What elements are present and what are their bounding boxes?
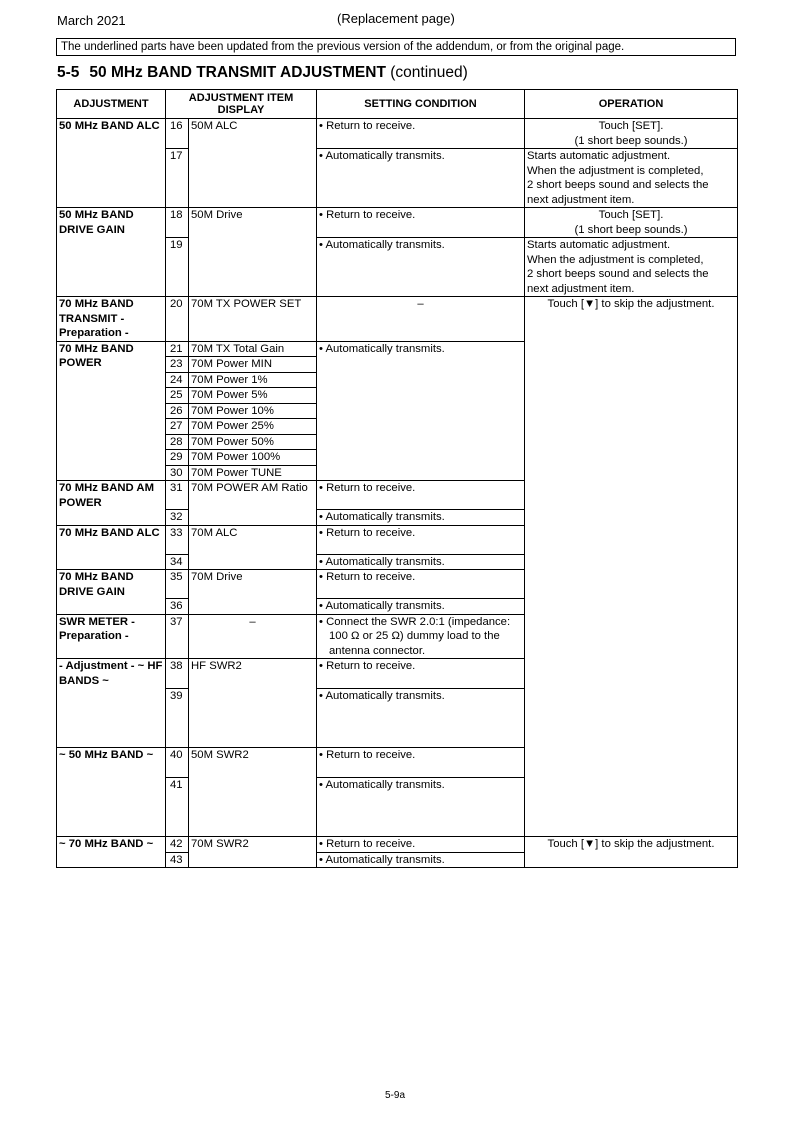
item-display: 70M Power 100%	[189, 450, 317, 466]
col-setting: SETTING CONDITION	[317, 90, 525, 119]
item-number: 41	[166, 778, 189, 837]
item-number: 36	[166, 599, 189, 615]
setting-cell: • Return to receive.	[317, 119, 525, 149]
group-label: 70 MHz BAND DRIVE GAIN	[57, 570, 166, 615]
item-display: HF SWR2	[189, 659, 317, 748]
op-line: 2 short beeps sound and selects the	[527, 268, 709, 280]
col-item-display: ADJUSTMENT ITEM DISPLAY	[166, 90, 317, 119]
group-label: - Adjustment - ~ HF BANDS ~	[57, 659, 166, 748]
section-title	[57, 64, 468, 82]
item-number: 26	[166, 403, 189, 419]
item-number: 40	[166, 748, 189, 778]
item-number: 31	[166, 481, 189, 510]
setting-cell: • Automatically transmits.	[317, 554, 525, 570]
group-label: 70 MHz BAND POWER	[57, 341, 166, 481]
item-display: 70M POWER AM Ratio	[189, 481, 317, 526]
item-display: –	[189, 614, 317, 659]
item-number: 17	[166, 149, 189, 208]
operation-cell	[525, 119, 738, 149]
op-line: 2 short beeps sound and selects the	[527, 179, 709, 191]
setting-cell: • Return to receive.	[317, 481, 525, 510]
item-number: 16	[166, 119, 189, 149]
operation-cell: Touch [▼] to skip the adjustment.	[525, 837, 738, 868]
item-display: 70M Power 10%	[189, 403, 317, 419]
item-number: 29	[166, 450, 189, 466]
operation-cell: Touch [▼] to skip the adjustment.	[525, 297, 738, 837]
group-label: ~ 50 MHz BAND ~	[57, 748, 166, 837]
table-row	[57, 119, 738, 149]
item-display: 70M Power 5%	[189, 388, 317, 404]
setting-cell: • Return to receive.	[317, 570, 525, 599]
group-label: 50 MHz BAND ALC	[57, 119, 166, 208]
header-date: March 2021	[57, 13, 126, 28]
item-number: 33	[166, 525, 189, 554]
operation-cell	[525, 208, 738, 238]
item-display: 50M SWR2	[189, 748, 317, 837]
setting-cell: • Automatically transmits.	[317, 149, 525, 208]
item-number: 43	[166, 852, 189, 868]
replacement-label: (Replacement page)	[337, 11, 455, 26]
setting-line: antenna connector.	[329, 644, 426, 657]
item-number: 42	[166, 837, 189, 853]
setting-cell: • Automatically transmits.	[317, 689, 525, 748]
adjustment-table	[56, 89, 738, 868]
group-label: 70 MHz BAND ALC	[57, 525, 166, 570]
item-number: 37	[166, 614, 189, 659]
setting-cell: • Automatically transmits.	[317, 852, 525, 868]
item-display: 70M Power MIN	[189, 357, 317, 373]
item-display: 70M Power 25%	[189, 419, 317, 435]
op-line: Starts automatic adjustment.	[527, 239, 671, 251]
group-label: ~ 70 MHz BAND ~	[57, 837, 166, 868]
op-line: Touch [SET].	[598, 120, 664, 132]
setting-cell	[317, 614, 525, 659]
item-number: 18	[166, 208, 189, 238]
setting-cell: • Return to receive.	[317, 525, 525, 554]
setting-cell: –	[317, 297, 525, 342]
item-display: 70M ALC	[189, 525, 317, 570]
op-line: When the adjustment is completed,	[527, 164, 704, 177]
setting-cell: • Automatically transmits.	[317, 510, 525, 526]
page-number: 5-9a	[385, 1090, 406, 1101]
setting-line: 100 Ω or 25 Ω) dummy load to the	[329, 630, 500, 642]
setting-cell: • Return to receive.	[317, 208, 525, 238]
setting-cell: • Automatically transmits.	[317, 238, 525, 297]
op-line: (1 short beep sounds.)	[574, 223, 688, 236]
item-display: 50M ALC	[189, 119, 317, 208]
item-number: 21	[166, 341, 189, 357]
setting-cell: • Return to receive.	[317, 748, 525, 778]
item-number: 34	[166, 554, 189, 570]
table-row	[57, 837, 738, 853]
table-header-row	[57, 90, 738, 119]
item-display: 70M Power TUNE	[189, 465, 317, 481]
op-line: Starts automatic adjustment.	[527, 150, 671, 162]
item-number: 30	[166, 465, 189, 481]
group-label: 70 MHz BAND TRANSMIT - Preparation -	[57, 297, 166, 342]
update-notice: The underlined parts have been updated from the previous version of the addendum, or from the original page.	[56, 38, 736, 56]
item-display: 70M TX Total Gain	[189, 341, 317, 357]
op-line: next adjustment item.	[527, 282, 635, 295]
item-display: 70M TX POWER SET	[189, 297, 317, 342]
item-number: 32	[166, 510, 189, 526]
item-number: 23	[166, 357, 189, 373]
section-suffix: (continued)	[390, 64, 468, 81]
section-main-title: 50 MHz BAND TRANSMIT ADJUSTMENT	[89, 64, 386, 81]
item-display: 70M Power 50%	[189, 434, 317, 450]
setting-cell: • Return to receive.	[317, 837, 525, 853]
item-display: 70M SWR2	[189, 837, 317, 868]
op-line: When the adjustment is completed,	[527, 253, 704, 266]
item-number: 38	[166, 659, 189, 689]
item-display: 50M Drive	[189, 208, 317, 297]
setting-cell: • Automatically transmits.	[317, 599, 525, 615]
operation-cell	[525, 149, 738, 208]
group-label: 70 MHz BAND AM POWER	[57, 481, 166, 526]
col-adjustment: ADJUSTMENT	[57, 90, 166, 119]
group-label: SWR METER -Preparation -	[57, 614, 166, 659]
op-line: (1 short beep sounds.)	[574, 134, 688, 147]
item-number: 35	[166, 570, 189, 599]
section-number: 5-5	[57, 64, 80, 81]
col-operation: OPERATION	[525, 90, 738, 119]
setting-cell: • Automatically transmits.	[317, 778, 525, 837]
item-number: 25	[166, 388, 189, 404]
item-number: 19	[166, 238, 189, 297]
item-number: 20	[166, 297, 189, 342]
item-number: 39	[166, 689, 189, 748]
setting-cell: • Return to receive.	[317, 659, 525, 689]
item-number: 28	[166, 434, 189, 450]
item-number: 24	[166, 372, 189, 388]
operation-cell	[525, 238, 738, 297]
item-number: 27	[166, 419, 189, 435]
table-row	[57, 208, 738, 238]
table-row	[57, 297, 738, 342]
setting-cell: • Automatically transmits.	[317, 341, 525, 481]
op-line: next adjustment item.	[527, 193, 635, 206]
op-line: Touch [SET].	[598, 209, 664, 221]
item-display: 70M Drive	[189, 570, 317, 615]
group-label: 50 MHz BAND DRIVE GAIN	[57, 208, 166, 297]
setting-line: • Connect the SWR 2.0:1 (impedance:	[319, 615, 511, 628]
item-display: 70M Power 1%	[189, 372, 317, 388]
